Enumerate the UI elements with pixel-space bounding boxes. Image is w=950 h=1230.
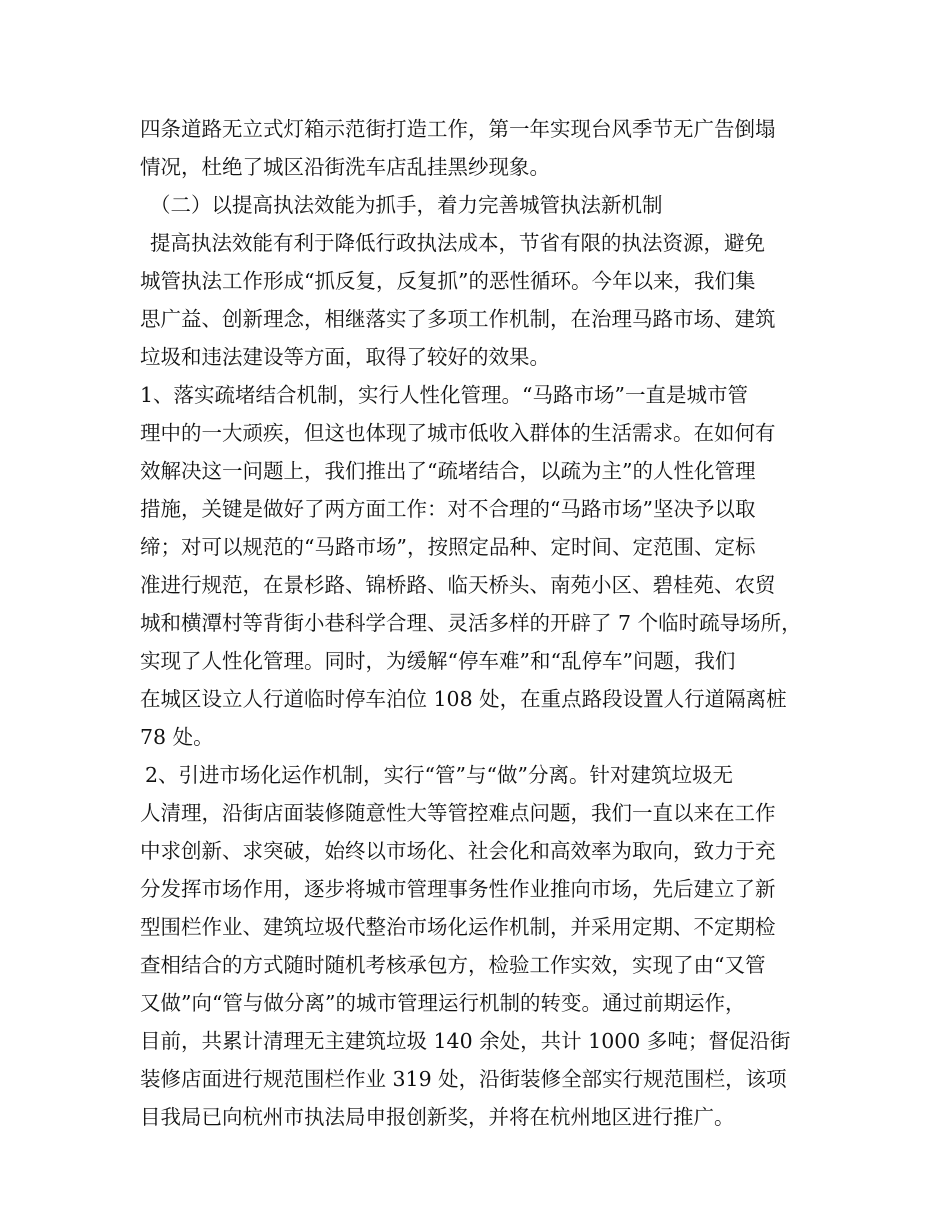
text-line: 查相结合的方式随时随机考核承包方，检验工作实效，实现了由“又管 bbox=[140, 953, 766, 977]
text-line: 城管执法工作形成“抓反复，反复抓”的恶性循环。今年以来，我们集 bbox=[140, 269, 756, 293]
text-line: 缔；对可以规范的“马路市场”，按照定品种、定时间、定范围、定标 bbox=[140, 535, 756, 559]
text-line: 中求创新、求突破，始终以市场化、社会化和高效率为取向，致力于充 bbox=[140, 839, 776, 863]
text-line: 城和横潭村等背街小巷科学合理、灵活多样的开辟了 7 个临时疏导场所， bbox=[140, 611, 802, 635]
list-item-1-first-line: 1、落实疏堵结合机制，实行人性化管理。“马路市场”一直是城市管 bbox=[140, 383, 749, 407]
list-item-2-first-line: 2、引进市场化运作机制，实行“管”与“做”分离。针对建筑垃圾无 bbox=[145, 763, 733, 787]
text-line: 实现了人性化管理。同时，为缓解“停车难”和“乱停车”问题，我们 bbox=[140, 649, 736, 673]
section-heading: （二）以提高执法效能为抓手，着力完善城管执法新机制 bbox=[150, 193, 663, 217]
text-line: 78 处。 bbox=[140, 725, 214, 749]
text-line: 垃圾和违法建设等方面，取得了较好的效果。 bbox=[140, 345, 550, 369]
text-line: 准进行规范，在景杉路、锦桥路、临天桥头、南苑小区、碧桂苑、农贸 bbox=[140, 573, 776, 597]
text-line: 情况，杜绝了城区沿街洗车店乱挂黑纱现象。 bbox=[140, 155, 550, 179]
text-line: 人清理，沿街店面装修随意性大等管控难点问题，我们一直以来在工作 bbox=[140, 801, 776, 825]
text-line: 效解决这一问题上，我们推出了“疏堵结合，以疏为主”的人性化管理 bbox=[140, 459, 756, 483]
text-line: 型围栏作业、建筑垃圾代整治市场化运作机制，并采用定期、不定期检 bbox=[140, 915, 776, 939]
text-line: 理中的一大顽疾，但这也体现了城市低收入群体的生活需求。在如何有 bbox=[140, 421, 776, 445]
text-line: 措施，关键是做好了两方面工作：对不合理的“马路市场”坚决予以取 bbox=[140, 497, 756, 521]
text-line: 在城区设立人行道临时停车泊位 108 处，在重点路段设置人行道隔离桩 bbox=[140, 687, 787, 711]
body-text bbox=[140, 110, 830, 1136]
text-line: 四条道路无立式灯箱示范街打造工作，第一年实现台风季节无广告倒塌 bbox=[140, 117, 776, 141]
text-line: 目我局已向杭州市执法局申报创新奖，并将在杭州地区进行推广。 bbox=[140, 1105, 735, 1129]
paragraph-first-line: 提高执法效能有利于降低行政执法成本，节省有限的执法资源，避免 bbox=[150, 231, 765, 255]
text-line: 又做”向“管与做分离”的城市管理运行机制的转变。通过前期运作， bbox=[140, 991, 746, 1015]
text-line: 思广益、创新理念，相继落实了多项工作机制，在治理马路市场、建筑 bbox=[140, 307, 776, 331]
text-line: 分发挥市场作用，逐步将城市管理事务性作业推向市场，先后建立了新 bbox=[140, 877, 776, 901]
text-line: 目前，共累计清理无主建筑垃圾 140 余处，共计 1000 多吨；督促沿街 bbox=[140, 1029, 791, 1053]
text-line: 装修店面进行规范围栏作业 319 处，沿街装修全部实行规范围栏，该项 bbox=[140, 1067, 787, 1091]
